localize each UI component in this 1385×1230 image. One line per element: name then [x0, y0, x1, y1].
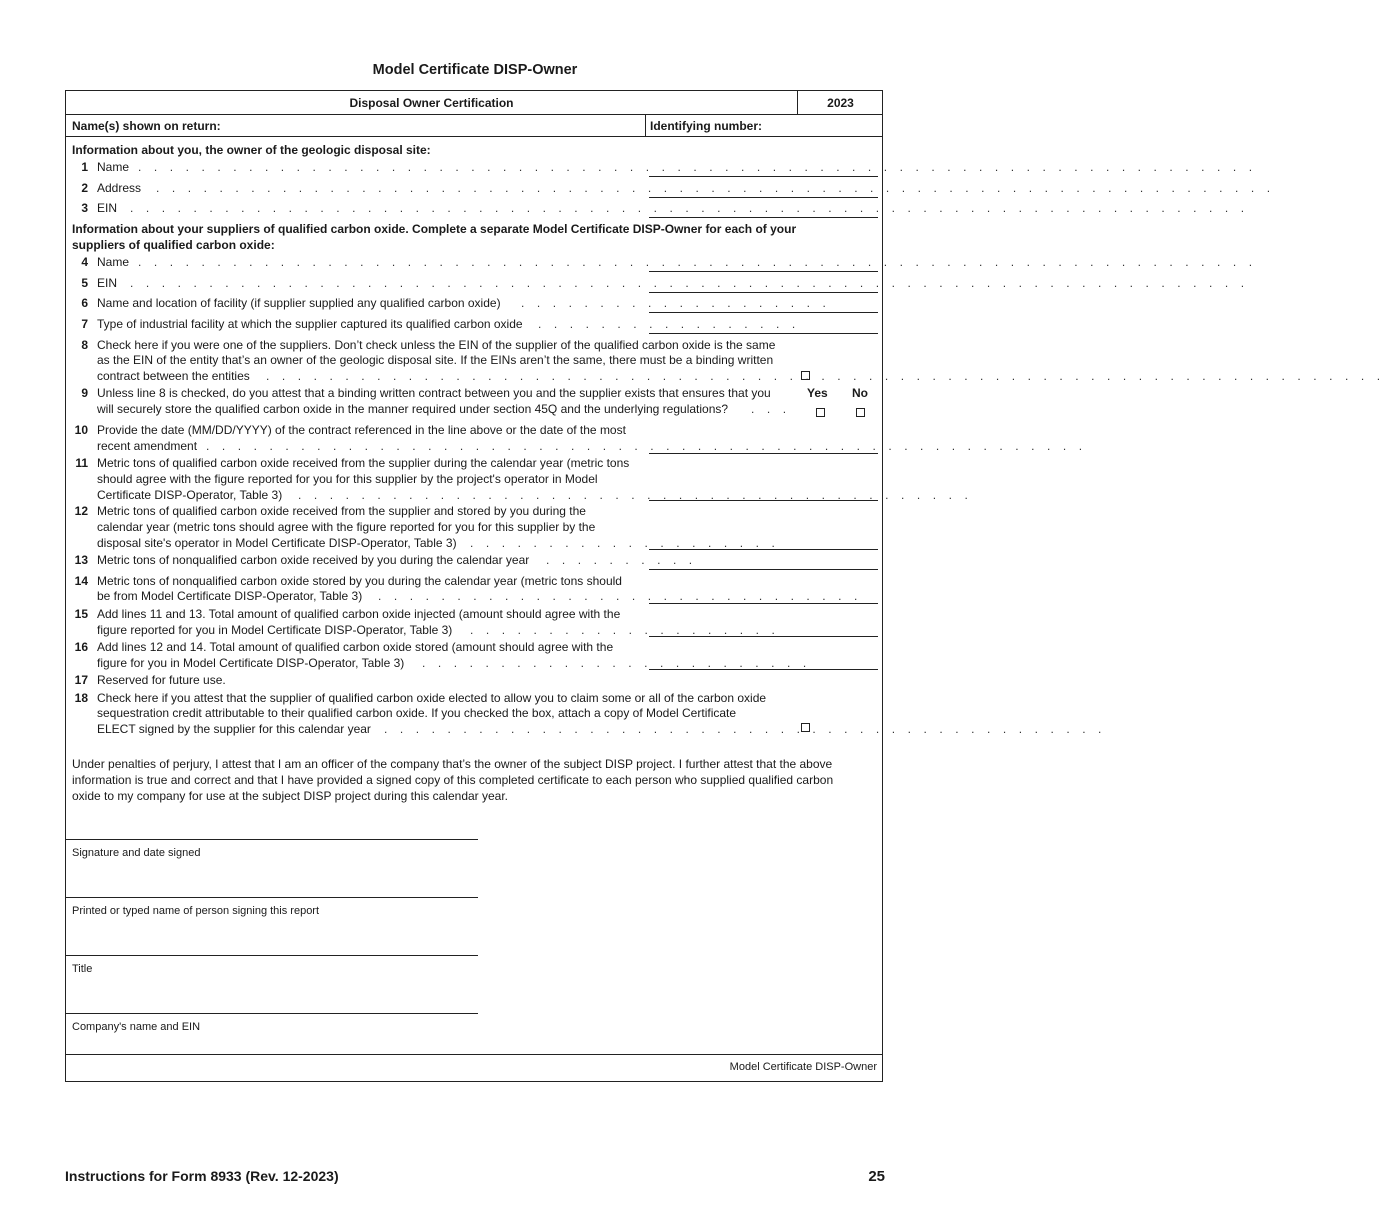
facility-type-field[interactable]	[649, 333, 878, 334]
line-number: 18	[74, 691, 88, 705]
printed-name-line[interactable]	[66, 897, 478, 898]
line-text: Unless line 8 is checked, do you attest that a binding written contract between you and the supplier exists that ensures that you	[97, 386, 771, 400]
line-number: 16	[74, 640, 88, 654]
title-line[interactable]	[66, 955, 478, 956]
line-number: 15	[74, 607, 88, 621]
line-number: 12	[74, 504, 88, 518]
line-text: recent amendment	[97, 439, 198, 453]
identifying-number-label: Identifying number:	[650, 119, 762, 133]
leader-dots: . . . . . . . . . . . . . . . . . . . . . . . . . . . . . . . . . . . . . . . . . . . . . . . . . . . . . . . .	[206, 439, 1087, 453]
leader-dots: . . . . . . . . . . . . . . . . .	[538, 317, 800, 331]
line-text: contract between the entities	[97, 369, 250, 383]
line-text: Certificate DISP-Operator, Table 3)	[97, 488, 283, 502]
line-text: Reserved for future use.	[97, 673, 226, 687]
leader-dots: . . .	[751, 402, 791, 416]
line-text: Metric tons of qualified carbon oxide received from the supplier during the calendar year (metric tons	[97, 456, 630, 470]
certification-title: Disposal Owner Certification	[349, 96, 514, 110]
line-number: 13	[74, 553, 88, 567]
line-text: Add lines 12 and 14. Total amount of qualified carbon oxide stored (amount should agree with the	[97, 640, 614, 654]
perjury-statement: Under penalties of perjury, I attest that I am an officer of the company that’s the owner of the subject DISP project. I further attest that the above	[72, 757, 833, 771]
form-footer: Model Certificate DISP-Owner	[729, 1061, 877, 1073]
line-text: Add lines 11 and 13. Total amount of qualified carbon oxide injected (amount should agree with the	[97, 607, 621, 621]
total-stored-field[interactable]	[649, 669, 878, 670]
leader-dots: . . . . . . . . . . . . . . . . . . . . . . . . . . . . . . . . . . . . . . . . . . . . . . . . . . . . . . . . . . . . . . . . . . . . . . .	[130, 201, 1249, 215]
perjury-statement: oxide to my company for use at the subject DISP project during this calendar year.	[72, 789, 509, 803]
line-text: ELECT signed by the supplier for this calendar year	[97, 722, 371, 736]
line-text: as the EIN of the entity that’s an owner of the geologic disposal site. If the EINs aren’t the same, there must be a binding written	[97, 353, 774, 367]
line-text: Type of industrial facility at which the supplier captured its qualified carbon oxide	[97, 317, 523, 331]
page-footer-title: Instructions for Form 8933 (Rev. 12-2023)	[65, 1168, 339, 1184]
elect-attest-checkbox[interactable]	[801, 723, 810, 732]
line-text: EIN	[97, 201, 118, 215]
names-on-return-label[interactable]: Name(s) shown on return:	[72, 119, 221, 133]
line-text: Address	[97, 181, 142, 195]
leader-dots: . . . . . . . . . . . . . . . . . . . . . . . . . . . . . . . . . . . . . . . . . . . . . . . . . . . . . . . . . . . . . . . . . . . . . . .	[156, 181, 1275, 195]
binding-contract-yes-checkbox[interactable]	[816, 408, 825, 417]
line-text: Metric tons of qualified carbon oxide received from the supplier and stored by you during the	[97, 504, 586, 518]
leader-dots: . . . . . . . . . . . . . . . . . . . .	[470, 623, 780, 637]
line-number: 17	[74, 673, 88, 687]
yes-label: Yes	[807, 386, 828, 400]
title-label: Title	[72, 963, 93, 975]
line-number: 8	[81, 338, 88, 352]
leader-dots: . . . . . . . . . . . . . . . . . . . . . . . . . . . . . . . . . . . . . . . . . . . . . . . . . . . . . . . . . . . . . . . . . . . . . . .	[266, 369, 1385, 383]
identifying-number-cell[interactable]	[645, 114, 883, 136]
line-number: 10	[74, 423, 88, 437]
line-text: will securely store the qualified carbon oxide in the manner required under section 45Q and the underlying regulations?	[97, 402, 729, 416]
line-text: sequestration credit attributable to their qualified carbon oxide. If you checked the box, attach a copy of Model Certificate	[97, 706, 737, 720]
line-text: Name and location of facility (if supplier supplied any qualified carbon oxide)	[97, 296, 501, 310]
leader-dots: . . . . . . . . . . . . . . . . . . . . . . . . . . . . . . .	[378, 589, 862, 603]
line-number: 9	[81, 386, 88, 400]
qualified-received-field[interactable]	[649, 500, 878, 501]
form-bottom-divider	[66, 1054, 882, 1055]
printed-name-label: Printed or typed name of person signing this report	[72, 905, 320, 917]
line-number: 5	[81, 276, 88, 290]
line-number: 2	[81, 181, 88, 195]
company-line[interactable]	[66, 1013, 478, 1014]
leader-dots: . . . . . . . . . . . . . . . . . . . . . . . . . . . . . . . . . . . . . . . . . . . . . . . . . . . . . . . . . . . . . . . . . . . . . . .	[138, 160, 1257, 174]
line-text: Provide the date (MM/DD/YYYY) of the contract referenced in the line above or the date of the most	[97, 423, 626, 437]
line-text: figure reported for you in Model Certificate DISP-Operator, Table 3)	[97, 623, 453, 637]
binding-contract-no-checkbox[interactable]	[856, 408, 865, 417]
form-header-row	[66, 91, 882, 115]
contract-date-field[interactable]	[649, 453, 878, 454]
total-injected-field[interactable]	[649, 636, 878, 637]
line-text: be from Model Certificate DISP-Operator, Table 3)	[97, 589, 363, 603]
leader-dots: . . . . . . . . . .	[546, 553, 697, 567]
page-number: 25	[868, 1168, 885, 1185]
page-title: Model Certificate DISP-Owner	[372, 62, 578, 78]
name-id-row	[66, 114, 882, 137]
line-number: 3	[81, 201, 88, 215]
leader-dots: . . . . . . . . . . . . . . . . . . . .	[470, 536, 780, 550]
section-heading-owner: Information about you, the owner of the geologic disposal site:	[72, 143, 431, 157]
supplier-ein-field[interactable]	[649, 292, 878, 293]
qualified-stored-field[interactable]	[649, 549, 878, 550]
line-number: 1	[81, 160, 88, 174]
certificate-form	[65, 90, 1385, 1082]
company-label: Company's name and EIN	[72, 1021, 201, 1033]
line-text: calendar year (metric tons should agree with the figure reported for you for this supplier by the	[97, 520, 596, 534]
facility-name-location-field[interactable]	[649, 312, 878, 313]
leader-dots: . . . . . . . . . . . . . . . . . . . . . . . . .	[422, 656, 811, 670]
leader-dots: . . . . . . . . . . . . . . . . . . . . . . . . . . . . . . . . . . . . . . . . . . . . . . . . . . . . . . . . . . . . . . . . . . . . . . .	[138, 255, 1257, 269]
year-cell	[797, 91, 883, 114]
nonqualified-received-field[interactable]	[649, 569, 878, 570]
owner-name-field[interactable]	[649, 176, 878, 177]
signature-label: Signature and date signed	[72, 847, 201, 859]
section-heading-suppliers: Information about your suppliers of qualified carbon oxide. Complete a separate Model Certificate DISP-Owner for each of your	[72, 222, 797, 236]
leader-dots: . . . . . . . . . . . . . . . . . . . . . . . . . . . . . . . . . . . . . . . . . . .	[298, 488, 973, 502]
line-number: 14	[74, 574, 88, 588]
section-heading-suppliers-cont: suppliers of qualified carbon oxide:	[72, 238, 275, 252]
leader-dots: . . . . . . . . . . . . . . . . . . . . . . . . . . . . . . . . . . . . . . . . . . . . . .	[384, 722, 1106, 736]
line-text: Check here if you were one of the suppliers. Don’t check unless the EIN of the supplier of the qualified carbon oxide is the same	[97, 338, 776, 352]
supplier-self-checkbox[interactable]	[801, 371, 810, 380]
line-text: figure for you in Model Certificate DISP-Operator, Table 3)	[97, 656, 405, 670]
owner-address-field[interactable]	[649, 197, 878, 198]
nonqualified-stored-field[interactable]	[649, 603, 878, 604]
line-number: 6	[81, 296, 88, 310]
tax-year: 2023	[827, 96, 854, 110]
line-number: 11	[75, 456, 88, 470]
line-text: Name	[97, 255, 130, 269]
line-text: disposal site's operator in Model Certificate DISP-Operator, Table 3)	[97, 536, 457, 550]
line-text: Metric tons of nonqualified carbon oxide stored by you during the calendar year (metric tons should	[97, 574, 622, 588]
leader-dots: . . . . . . . . . . . . . . . . . . . . . . . . . . . . . . . . . . . . . . . . . . . . . . . . . . . . . . . . . . . . . . . . . . . . . . .	[130, 276, 1249, 290]
line-text: EIN	[97, 276, 118, 290]
no-label: No	[852, 386, 868, 400]
perjury-statement: information is true and correct and that I have provided a signed copy of this completed certificate to each person who supplied qualified carbon	[72, 773, 834, 787]
line-text: Metric tons of nonqualified carbon oxide received by you during the calendar year	[97, 553, 530, 567]
owner-ein-field[interactable]	[649, 217, 878, 218]
signature-line[interactable]	[66, 839, 478, 840]
line-text: Name	[97, 160, 130, 174]
leader-dots: . . . . . . . . . . . . . . . . . . . .	[521, 296, 831, 310]
line-text: Check here if you attest that the supplier of qualified carbon oxide elected to allow you to claim some or all of the carbon oxide	[97, 691, 767, 705]
line-text: should agree with the figure reported for you for this supplier by the project's operator in Model	[97, 472, 598, 486]
line-number: 4	[81, 255, 88, 269]
line-number: 7	[81, 317, 88, 331]
supplier-name-field[interactable]	[649, 271, 878, 272]
